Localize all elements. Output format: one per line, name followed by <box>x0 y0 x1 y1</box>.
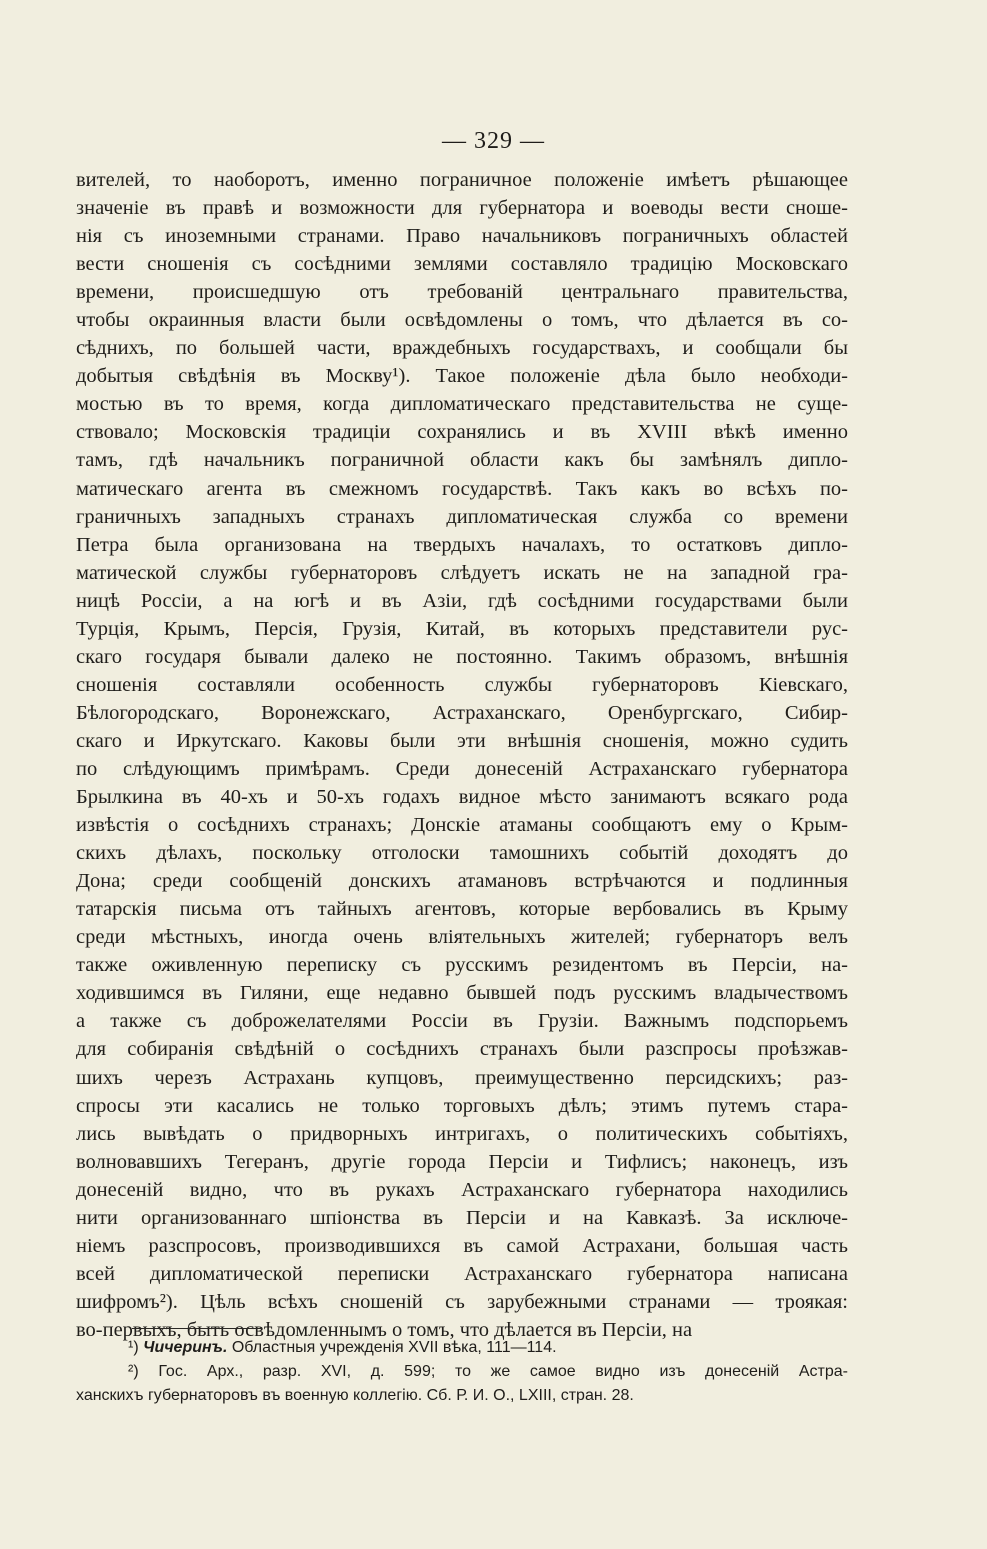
text-line: ствовало; Московскія традиціи сохранялись и въ XVIII вѣкѣ именно <box>76 421 848 444</box>
text-line: Дона; среди сообщеній донскихъ атамановъ встрѣчаются и подлинныя <box>76 870 848 893</box>
text-line: татарскія письма отъ тайныхъ агентовъ, которые вербовались въ Крыму <box>76 898 848 921</box>
footnotes <box>76 1336 848 1408</box>
text-line: матической службы губернаторовъ слѣдуетъ искать не на западной гра- <box>76 561 848 584</box>
text-line: Турція, Крымъ, Персія, Грузія, Китай, въ которыхъ представители рус- <box>76 617 848 640</box>
footnote-mark: ²) <box>128 1363 139 1380</box>
text-line: ходившимся въ Гиляни, еще недавно бывшей подъ русскимъ владычествомъ <box>76 982 848 1005</box>
text-line: сѣднихъ, по большей части, враждебныхъ государствахъ, и сообщали бы <box>76 337 848 360</box>
text-line: спросы эти касались не только торговыхъ дѣлъ; этимъ путемъ стара- <box>76 1094 848 1117</box>
page-number: — 329 — <box>442 128 545 154</box>
text-line: тамъ, гдѣ начальникъ пограничной области какъ бы замѣнялъ дипло- <box>76 449 848 472</box>
text-line: ницѣ Россіи, а на югѣ и въ Азіи, гдѣ сосѣдними государствами были <box>76 589 848 612</box>
body-text <box>76 166 848 1344</box>
text-line: среди мѣстныхъ, иногда очень вліятельныхъ жителей; губернаторъ велъ <box>76 926 848 949</box>
text-line: добытыя свѣдѣнія въ Москву¹). Такое положеніе дѣла было необходи- <box>76 365 848 388</box>
footnote-text: Гос. Арх., разр. XVI, д. 599; то же самое видно изъ донесеній Астра- <box>158 1363 849 1380</box>
text-line: ніемъ разспросовъ, производившихся въ самой Астрахани, большая часть <box>76 1234 848 1257</box>
text-line: для собиранія свѣдѣній о сосѣднихъ странахъ были разспросы проѣзжав- <box>76 1038 848 1061</box>
footnote-2 <box>76 1360 848 1384</box>
text-line: нити организованнаго шпіонства въ Персіи и на Кавказѣ. За исключе- <box>76 1206 848 1229</box>
text-line: по слѣдующимъ примѣрамъ. Среди донесеній Астраханскаго губернатора <box>76 757 848 780</box>
text-line: вести сношенія съ сосѣдними землями составляло традицію Московскаго <box>76 253 848 276</box>
text-line: мостью въ то время, когда дипломатическаго представительства не суще- <box>76 393 848 416</box>
text-line: шифромъ²). Цѣль всѣхъ сношеній съ зарубежными странами — троякая: <box>76 1290 848 1313</box>
text-line: вителей, то наоборотъ, именно пограничное положеніе имѣетъ рѣшающее <box>76 169 848 191</box>
footnote-author: Чичеринъ. <box>143 1339 228 1356</box>
text-line: Петра была организована на твердыхъ началахъ, то остатковъ дипло- <box>76 533 848 556</box>
text-line: чтобы окраинныя власти были освѣдомлены о томъ, что дѣлается въ со- <box>76 309 848 332</box>
footnote-text: Областныя учрежденія XVII вѣка, 111—114. <box>231 1339 557 1356</box>
text-line: извѣстія о сосѣднихъ странахъ; Донскіе атаманы сообщаютъ ему о Крым- <box>76 814 848 837</box>
text-line: скаго и Иркутскаго. Каковы были эти внѣшнія сношенія, можно судить <box>76 729 848 752</box>
text-line: Брылкина въ 40-хъ и 50-хъ годахъ видное мѣсто занимаютъ всякаго рода <box>76 786 848 809</box>
text-line: донесеній видно, что въ рукахъ Астраханскаго губернатора находились <box>76 1178 848 1201</box>
footnote-divider <box>132 1328 262 1329</box>
text-line: Бѣлогородскаго, Воронежскаго, Астраханскаго, Оренбургскаго, Сибир- <box>76 701 848 724</box>
footnote-1 <box>76 1336 848 1360</box>
text-line: всей дипломатической переписки Астраханскаго губернатора написана <box>76 1262 848 1285</box>
footnote-mark: ¹) <box>128 1339 139 1356</box>
text-line: сношенія составляли особенность службы губернаторовъ Кіевскаго, <box>76 673 848 696</box>
text-line: скаго государя бывали далеко не постоянно. Такимъ образомъ, внѣшнія <box>76 645 848 668</box>
text-line: значеніе въ правѣ и возможности для губернатора и воеводы вести сноше- <box>76 197 848 220</box>
text-line: лись вывѣдать о придворныхъ интригахъ, о политическихъ событіяхъ, <box>76 1122 848 1145</box>
text-line: а также съ доброжелателями Россіи въ Грузіи. Важнымъ подспорьемъ <box>76 1010 848 1033</box>
text-line: также оживленную переписку съ русскимъ резидентомъ въ Персіи, на- <box>76 954 848 977</box>
text-line: волновавшихъ Тегеранъ, другіе города Персіи и Тифлисъ; наконецъ, изъ <box>76 1150 848 1173</box>
text-line: шихъ черезъ Астрахань купцовъ, преимущественно персидскихъ; раз- <box>76 1066 848 1089</box>
text-line: матическаго агента въ смежномъ государствѣ. Такъ какъ во всѣхъ по- <box>76 477 848 500</box>
text-line: во-первыхъ, быть освѣдомленнымъ о томъ, что дѣлается въ Персіи, на <box>76 1318 693 1341</box>
text-line: времени, происшедшую отъ требованій центральнаго правительства, <box>76 281 848 304</box>
text-line: скихъ дѣлахъ, поскольку отголоски тамошнихъ событій доходятъ до <box>76 842 848 865</box>
text-line: нія съ иноземными странами. Право начальниковъ пограничныхъ областей <box>76 225 848 248</box>
footnote-text: ханскихъ губернаторовъ въ военную коллегію. Сб. Р. И. О., LXIII, стран. 28. <box>76 1387 634 1404</box>
text-line: граничныхъ западныхъ странахъ дипломатическая служба со времени <box>76 505 848 528</box>
footnote-2-continued <box>76 1384 848 1408</box>
